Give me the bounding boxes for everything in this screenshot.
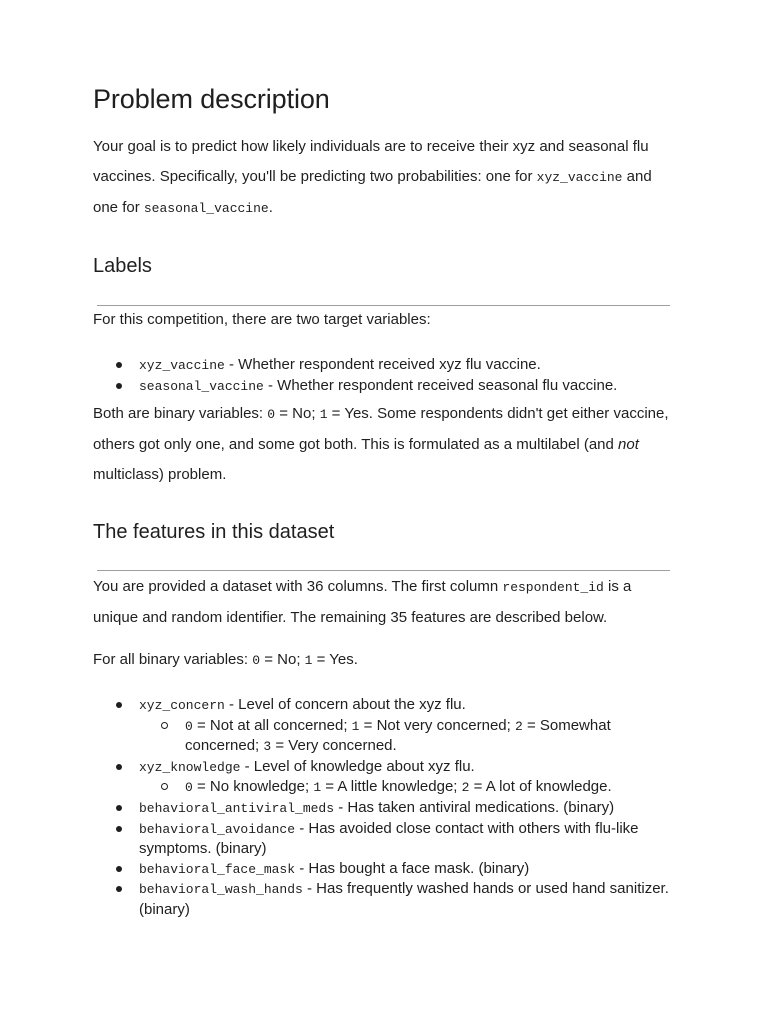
sub-item-text: = Somewhat concerned;	[185, 716, 611, 755]
code-value: 1	[319, 407, 328, 422]
sub-item-text: = Not very concerned;	[359, 716, 515, 734]
paragraph-text: is a unique and random identifier. The remaining 35 features are described below.	[93, 578, 632, 626]
item-description: - Has taken antiviral medications. (binary)	[334, 798, 615, 816]
paragraph-text: = Yes.	[312, 651, 358, 668]
list-item	[93, 757, 678, 798]
code-value: 0	[185, 780, 193, 796]
sub-item-text: = No knowledge;	[192, 778, 314, 796]
binary-note	[93, 645, 678, 676]
sub-list	[139, 777, 678, 798]
code-value: 2	[461, 780, 470, 796]
page-title: Problem description	[93, 84, 330, 114]
sub-item-text: = Not at all concerned;	[192, 716, 352, 734]
code-respondent-id: respondent_id	[502, 580, 604, 595]
list-item	[93, 819, 678, 859]
item-description: - Has frequently washed hands or used hand sanitizer. (binary)	[139, 880, 669, 918]
code-label: behavioral_antiviral_meds	[139, 800, 335, 816]
item-description: - Whether respondent received seasonal flu vaccine.	[263, 376, 618, 394]
list-item	[93, 376, 678, 397]
paragraph-text: Both are binary variables:	[93, 405, 268, 422]
code-xyz-vaccine: xyz_vaccine	[536, 170, 623, 185]
sub-item-text: = A little knowledge;	[321, 778, 462, 796]
code-value: 0	[252, 653, 261, 668]
paragraph-text: multiclass) problem.	[93, 466, 227, 483]
item-description: - Level of knowledge about xyz flu.	[240, 757, 475, 775]
item-description: - Level of concern about the xyz flu.	[224, 696, 466, 713]
code-value: 3	[263, 739, 272, 755]
list-item	[93, 859, 678, 880]
item-description: - Whether respondent received xyz flu vaccine.	[224, 356, 541, 373]
paragraph-text: You are provided a dataset with 36 columns. The first column	[93, 578, 503, 595]
intro-text: Your goal is to predict how likely individuals are to receive their xyz and seasonal flu vaccines. Specifically, you'll be predicting two probabilities: one for	[93, 138, 649, 185]
section-divider	[97, 570, 670, 571]
intro-text: .	[268, 199, 273, 216]
paragraph-text: = No;	[275, 405, 320, 422]
labels-intro: For this competition, there are two target variables:	[93, 311, 431, 328]
code-value: 1	[304, 653, 313, 668]
list-item	[93, 355, 678, 376]
list-item	[93, 879, 678, 919]
code-label: xyz_concern	[139, 698, 225, 713]
list-item	[93, 695, 678, 757]
sub-list-item	[139, 777, 678, 798]
code-value: 1	[313, 780, 322, 796]
code-value: 2	[514, 718, 523, 734]
item-description: - Has bought a face mask. (binary)	[295, 859, 530, 877]
sub-item-text: = A lot of knowledge.	[469, 778, 612, 796]
code-label: xyz_vaccine	[139, 358, 225, 373]
item-description: - Has avoided close contact with others with flu-like symptoms. (binary)	[139, 819, 639, 858]
code-value: 0	[267, 407, 276, 422]
paragraph-text: = No;	[260, 651, 305, 668]
code-label: seasonal_vaccine	[139, 378, 264, 394]
list-item	[93, 798, 678, 819]
emphasis-text: not	[618, 436, 639, 453]
intro-paragraph	[93, 132, 678, 224]
sub-list-item	[139, 716, 678, 757]
code-label: behavioral_face_mask	[139, 861, 296, 877]
sub-item-text: = Very concerned.	[271, 737, 397, 755]
target-variable-list	[93, 355, 678, 396]
features-intro	[93, 572, 678, 633]
labels-heading: Labels	[93, 255, 152, 277]
code-value: 0	[185, 718, 193, 734]
code-value: 1	[351, 718, 360, 734]
feature-list	[93, 695, 678, 920]
sub-list	[139, 716, 678, 757]
features-heading: The features in this dataset	[93, 521, 335, 543]
intro-text: and one for	[93, 168, 652, 216]
code-label: behavioral_avoidance	[139, 821, 296, 837]
paragraph-text: = Yes. Some respondents didn't get either vaccine, others got only one, and some got both. This is formulated as a multilabel (and	[93, 405, 669, 453]
code-label: behavioral_wash_hands	[139, 882, 303, 898]
code-label: xyz_knowledge	[139, 759, 241, 775]
code-seasonal-vaccine: seasonal_vaccine	[143, 201, 269, 216]
paragraph-text: For all binary variables:	[93, 651, 253, 668]
binary-paragraph	[93, 399, 678, 490]
